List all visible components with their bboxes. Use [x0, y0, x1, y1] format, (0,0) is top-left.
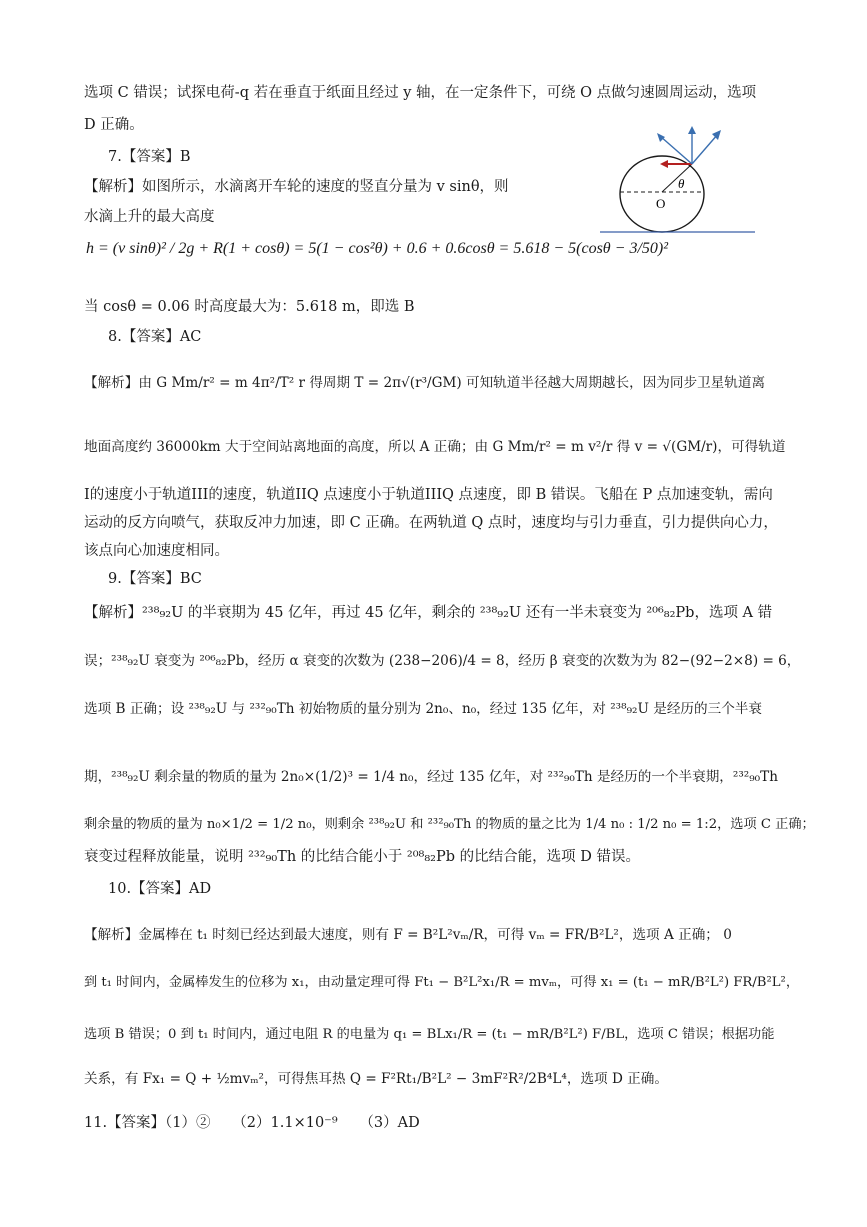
q9-analysis-6: 衰变过程释放能量，说明 ²³²₉₀Th 的比结合能小于 ²⁰⁸₈₂Pb 的比结合能，选项 D 错误。	[84, 849, 640, 865]
figure-theta: θ	[678, 176, 685, 191]
figure-center: O	[656, 196, 666, 211]
q7-analysis-1: 【解析】如图所示，水滴离开车轮的速度的竖直分量为 v sinθ，则	[84, 179, 509, 195]
q9-analysis-5: 剩余量的物质的量为 n₀×1/2 = 1/2 n₀，则剩余 ²³⁸₉₂U 和 ²³²₉₀Th 的物质的量之比为 1/4 n₀ : 1/2 n₀ = 1:2，选项 C 正确；	[84, 817, 815, 832]
q10-analysis-3: 选项 B 错误；0 到 t₁ 时间内，通过电阻 R 的电量为 q₁ = BLx₁/R = (t₁ − mR/B²L²) F/BL，选项 C 错误；根据功能	[84, 1027, 775, 1042]
q10-analysis-1: 【解析】金属棒在 t₁ 时刻已经达到最大速度，则有 F = B²L²vₘ/R，可得 vₘ = FR/B²L²，选项 A 正确； 0	[84, 927, 732, 943]
line-p2: D 正确。	[84, 117, 144, 133]
q8-analysis-4: 运动的反方向喷气，获取反冲力加速，即 C 正确。在两轨道 Q 点时，速度均与引力垂直，引力提供向心力，	[84, 515, 778, 531]
q7-answer: 7.【答案】B	[108, 149, 191, 165]
q8-analysis-2: 地面高度约 36000km 大于空间站离地面的高度，所以 A 正确；由 G Mm/r² = m v²/r 得 v = √(GM/r)，可得轨道	[84, 439, 786, 455]
q9-answer: 9.【答案】BC	[108, 571, 202, 587]
q9-analysis-4: 期，²³⁸₉₂U 剩余量的物质的量为 2n₀×(1/2)³ = 1/4 n₀，经过 135 亿年，对 ²³²₉₀Th 是经历的一个半衰期，²³²₉₀Th	[84, 769, 778, 785]
q9-analysis-3: 选项 B 正确；设 ²³⁸₉₂U 与 ²³²₉₀Th 初始物质的量分别为 2n₀、n₀，经过 135 亿年，对 ²³⁸₉₂U 是经历的三个半衰	[84, 701, 762, 717]
q8-answer: 8.【答案】AC	[108, 329, 202, 345]
q7-analysis-2: 水滴上升的最大高度	[84, 209, 215, 225]
q8-analysis-5: 该点向心加速度相同。	[84, 543, 229, 559]
line-p1: 选项 C 错误；试探电荷-q 若在垂直于纸面且经过 y 轴，在一定条件下，可绕 O 点做匀速圆周运动，选项	[84, 85, 757, 101]
q9-analysis-2: 误；²³⁸₉₂U 衰变为 ²⁰⁶₈₂Pb，经历 α 衰变的次数为 (238−206)/4 = 8，经历 β 衰变的次数为为 82−(92−2×8) = 6，	[84, 653, 801, 669]
q10-analysis-4: 关系，有 Fx₁ = Q + ½mvₘ²，可得焦耳热 Q = F²Rt₁/B²L² − 3mF²R²/2B⁴L⁴，选项 D 正确。	[84, 1071, 668, 1087]
q7-equation: h = (v sinθ)² / 2g + R(1 + cosθ) = 5(1 − cos²θ) + 0.6 + 0.6cosθ = 5.618 − 5(cosθ − 3/50)²	[86, 240, 669, 257]
q9-analysis-1: 【解析】²³⁸₉₂U 的半衰期为 45 亿年，再过 45 亿年，剩余的 ²³⁸₉₂U 还有一半未衰变为 ²⁰⁶₈₂Pb，选项 A 错	[84, 605, 773, 621]
q10-answer: 10.【答案】AD	[108, 881, 212, 897]
q7-conclusion: 当 cosθ = 0.06 时高度最大为：5.618 m，即选 B	[84, 299, 415, 315]
q8-analysis-3: I的速度小于轨道III的速度，轨道IIQ 点速度小于轨道IIIQ 点速度，即 B 错误。飞船在 P 点加速变轨，需向	[84, 487, 773, 503]
q8-analysis-1: 【解析】由 G Mm/r² = m 4π²/T² r 得周期 T = 2π√(r³/GM) 可知轨道半径越大周期越长，因为同步卫星轨道离	[84, 375, 766, 391]
q10-analysis-2: 到 t₁ 时间内，金属棒发生的位移为 x₁，由动量定理可得 Ft₁ − B²L²x₁/R = mvₘ，可得 x₁ = (t₁ − mR/B²L²) FR/B²L²，	[84, 975, 800, 990]
wheel-figure	[600, 122, 760, 242]
q11-answer: 11.【答案】（1）② （2）1.1×10⁻⁹ （3）AD	[84, 1115, 420, 1131]
